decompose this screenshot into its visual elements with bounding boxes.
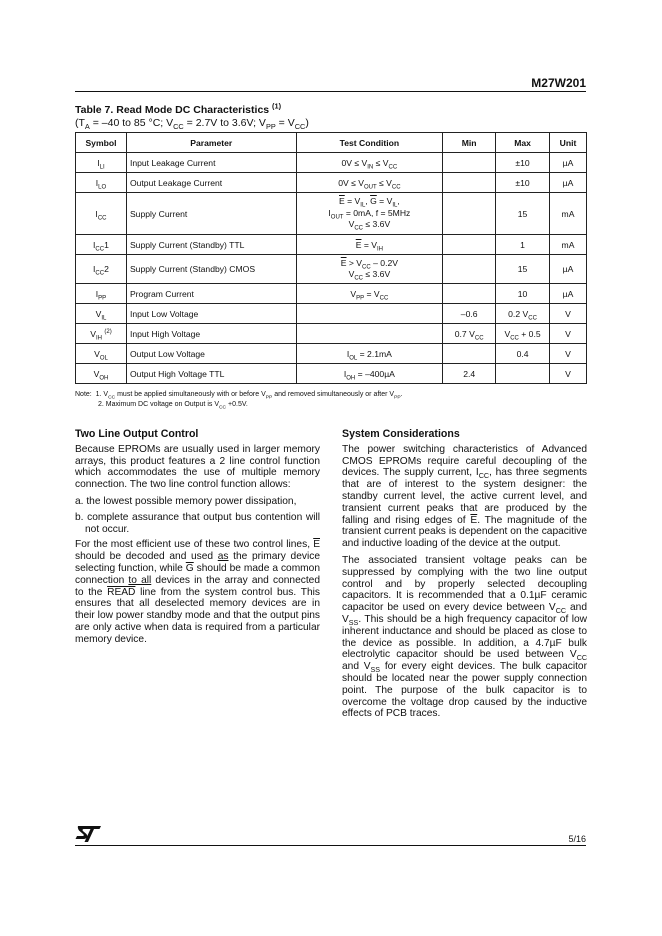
parameter-cell: Supply Current (126, 193, 296, 235)
unit-cell: µA (550, 173, 587, 193)
unit-cell: V (550, 344, 587, 364)
table-row (76, 284, 587, 304)
parameter-cell: Input Leakage Current (126, 153, 296, 173)
table-row (76, 193, 587, 235)
min-cell (443, 344, 496, 364)
header-rule (75, 91, 586, 92)
document-title: M27W201 (531, 76, 586, 90)
min-cell (443, 193, 496, 235)
symbol-cell: $I_{CC}2$ (76, 255, 127, 284)
condition-cell: $\overline{E} = V_{IH}$ (296, 235, 443, 255)
table-row (76, 255, 587, 284)
max-cell: ±10 (496, 153, 550, 173)
max-cell: 0.2 $V_{CC}$ (496, 304, 550, 324)
table-header-row (76, 133, 587, 153)
symbol-cell: $I_{CC}$ (76, 193, 127, 235)
left-column (75, 429, 320, 651)
table-row (76, 173, 587, 193)
paragraph: Because EPROMs are usually used in larger memory arrays, this product features a 2 line control function which accommodates the use of multiple memory connection. The two line control function allows: (75, 443, 320, 491)
table-title: Table 7. Read Mode DC Characteristics (75, 104, 270, 116)
page-number: 5/16 (568, 834, 586, 844)
paragraph-tail: system control bus. This ensures that all deselected memory devices are in their low power standby mode and that the output pins are only active when data is required from a particular memory device. (75, 586, 320, 645)
footer-rule (75, 845, 586, 846)
condition-cell (296, 304, 443, 324)
condition-cell (296, 324, 443, 344)
parameter-cell: Output High Voltage TTL (126, 364, 296, 384)
min-cell (443, 255, 496, 284)
right-column (342, 429, 587, 725)
unit-cell: V (550, 304, 587, 324)
unit-cell: mA (550, 235, 587, 255)
min-cell: 2.4 (443, 364, 496, 384)
unit-cell: V (550, 364, 587, 384)
col-header: Parameter (126, 133, 296, 153)
min-cell (443, 284, 496, 304)
section-heading: Two Line Output Control (75, 428, 199, 440)
table-row (76, 153, 587, 173)
max-cell: 15 (496, 193, 550, 235)
parameter-cell: Output Low Voltage (126, 344, 296, 364)
list-item: a. the lowest possible memory power dissipation, (75, 495, 297, 507)
parameter-cell: Input High Voltage (126, 324, 296, 344)
condition-cell: $V_{PP} = V_{CC}$ (296, 284, 443, 304)
col-header: Test Condition (296, 133, 443, 153)
min-cell (443, 173, 496, 193)
max-cell: 1 (496, 235, 550, 255)
notes-label: Note: (75, 391, 92, 398)
symbol-cell: $I_{LO}$ (76, 173, 127, 193)
paragraph: The associated transient voltage peaks can be suppressed by complying with the two line output control and by properly selected decoupling capacitors. It is recommended that a 0.1µF ceramic capacitor be used on every device between $V_{CC}$ and $V_{SS}$. This should be a high frequency capacitor of low inherent inductance and should be placed as close to the device as possible. In addition, a 4.7µF bulk electrolytic capacitor should be used between $V_{CC}$ and $V_{SS}$ for every eight devices. The bulk capacitor should be located near the power supply connection point. The purpose of the bulk capacitor is to overcome the voltage drop caused by the inductive effects of PCB traces. (342, 554, 588, 720)
condition-cell: $\overline{E} = V_{IL}$, $\overline{G} = V_{IL}$, $I_{OUT} = 0mA$, f = 5MHz $V_{CC} \le 3.6V$ (296, 193, 443, 235)
symbol-cell: $I_{CC}1$ (76, 235, 127, 255)
parameter-cell: Supply Current (Standby) CMOS (126, 255, 296, 284)
symbol-cell: $V_{OH}$ (76, 364, 127, 384)
condition-cell: $I_{OH} = -400\mu A$ (296, 364, 443, 384)
max-cell: 10 (496, 284, 550, 304)
min-cell: 0.7 $V_{CC}$ (443, 324, 496, 344)
parameter-cell: Output Leakage Current (126, 173, 296, 193)
col-header: Symbol (76, 133, 127, 153)
max-cell: 0.4 (496, 344, 550, 364)
table-row (76, 235, 587, 255)
paragraph: The power switching characteristics of Advanced CMOS EPROMs require careful decoupling of the devices. The supply current, $I_{CC}$, has three segments that are of interest to the system designer: the standby current level, the active current level, and transient current peaks that are produced by the falling and rising edges of $\overline{E}$. The magnitude of the transient current peaks is dependent on the capacitive and inductive loading of the device at the output. (342, 443, 587, 550)
max-cell: ±10 (496, 173, 550, 193)
paragraph-tail: es. The bulk capacitor should be located near the power supply connection point. The purpose of the bulk capacitor is to overcome the voltage drop caused by the inductive effects of PCB traces. (342, 661, 587, 720)
list-item: b. complete assurance that output bus contention will not occur. (75, 511, 320, 535)
table-conditions: ($T_A = -40$ to 85 °C; $V_{CC} = 2.7V$ to 3.6V; $V_{PP} = V_{CC}$) (75, 117, 309, 132)
table-row (76, 364, 587, 384)
table-caption (75, 101, 309, 132)
min-cell (443, 235, 496, 255)
parameter-cell: Supply Current (Standby) TTL (126, 235, 296, 255)
unit-cell: mA (550, 193, 587, 235)
max-cell: $V_{CC} + 0.5$ (496, 324, 550, 344)
section-heading: System Considerations (342, 428, 460, 440)
note-1: Note: 1. $V_{CC}$ must be applied simultaneously with or before $V_{PP}$ and removed simultaneously or after $V_{PP}$. (75, 391, 403, 401)
read-mode-dc-table (75, 132, 587, 384)
unit-cell: µA (550, 284, 587, 304)
condition-cell: $\overline{E} > V_{CC} - 0.2V$ $V_{CC} \le 3.6V$ (296, 255, 443, 284)
note-2: 2. Maximum DC voltage on Output is $V_{CC} +0.5V$. (98, 401, 248, 411)
condition-cell: $I_{OL} = 2.1mA$ (296, 344, 443, 364)
col-header: Min (443, 133, 496, 153)
st-logo-icon (75, 826, 101, 842)
parameter-cell: Program Current (126, 284, 296, 304)
symbol-cell: $I_{PP}$ (76, 284, 127, 304)
unit-cell: V (550, 324, 587, 344)
min-cell (443, 153, 496, 173)
paragraph: For the most efficient use of these two control lines, $\overline{E}$ should be decoded and used as the primary device selecting function, while $\overline{G}$ should be made a common connection to all devices in the array and connected to the READ line from the system control bus. This ensures that all deselected memory devices are in their low power standby mode and that the output pins are only active when data is required from a particular memory device. (75, 539, 321, 645)
table-row (76, 344, 587, 364)
table-row (76, 324, 587, 344)
max-cell: 15 (496, 255, 550, 284)
symbol-cell: $V_{OL}$ (76, 344, 127, 364)
parameter-cell: Input Low Voltage (126, 304, 296, 324)
unit-cell: µA (550, 255, 587, 284)
col-header: Unit (550, 133, 587, 153)
table-title-ref: (1) (272, 101, 282, 111)
min-cell: –0.6 (443, 304, 496, 324)
table-row (76, 304, 587, 324)
max-cell (496, 364, 550, 384)
symbol-cell: $I_{LI}$ (76, 153, 127, 173)
symbol-cell: $V_{IL}$ (76, 304, 127, 324)
symbol-cell: $V_{IH}$ $^{(2)}$ (76, 324, 127, 344)
table-notes (75, 390, 403, 410)
condition-cell: $0V \le V_{IN} \le V_{CC}$ (296, 153, 443, 173)
unit-cell: µA (550, 153, 587, 173)
col-header: Max (496, 133, 550, 153)
condition-cell: $0V \le V_{OUT} \le V_{CC}$ (296, 173, 443, 193)
